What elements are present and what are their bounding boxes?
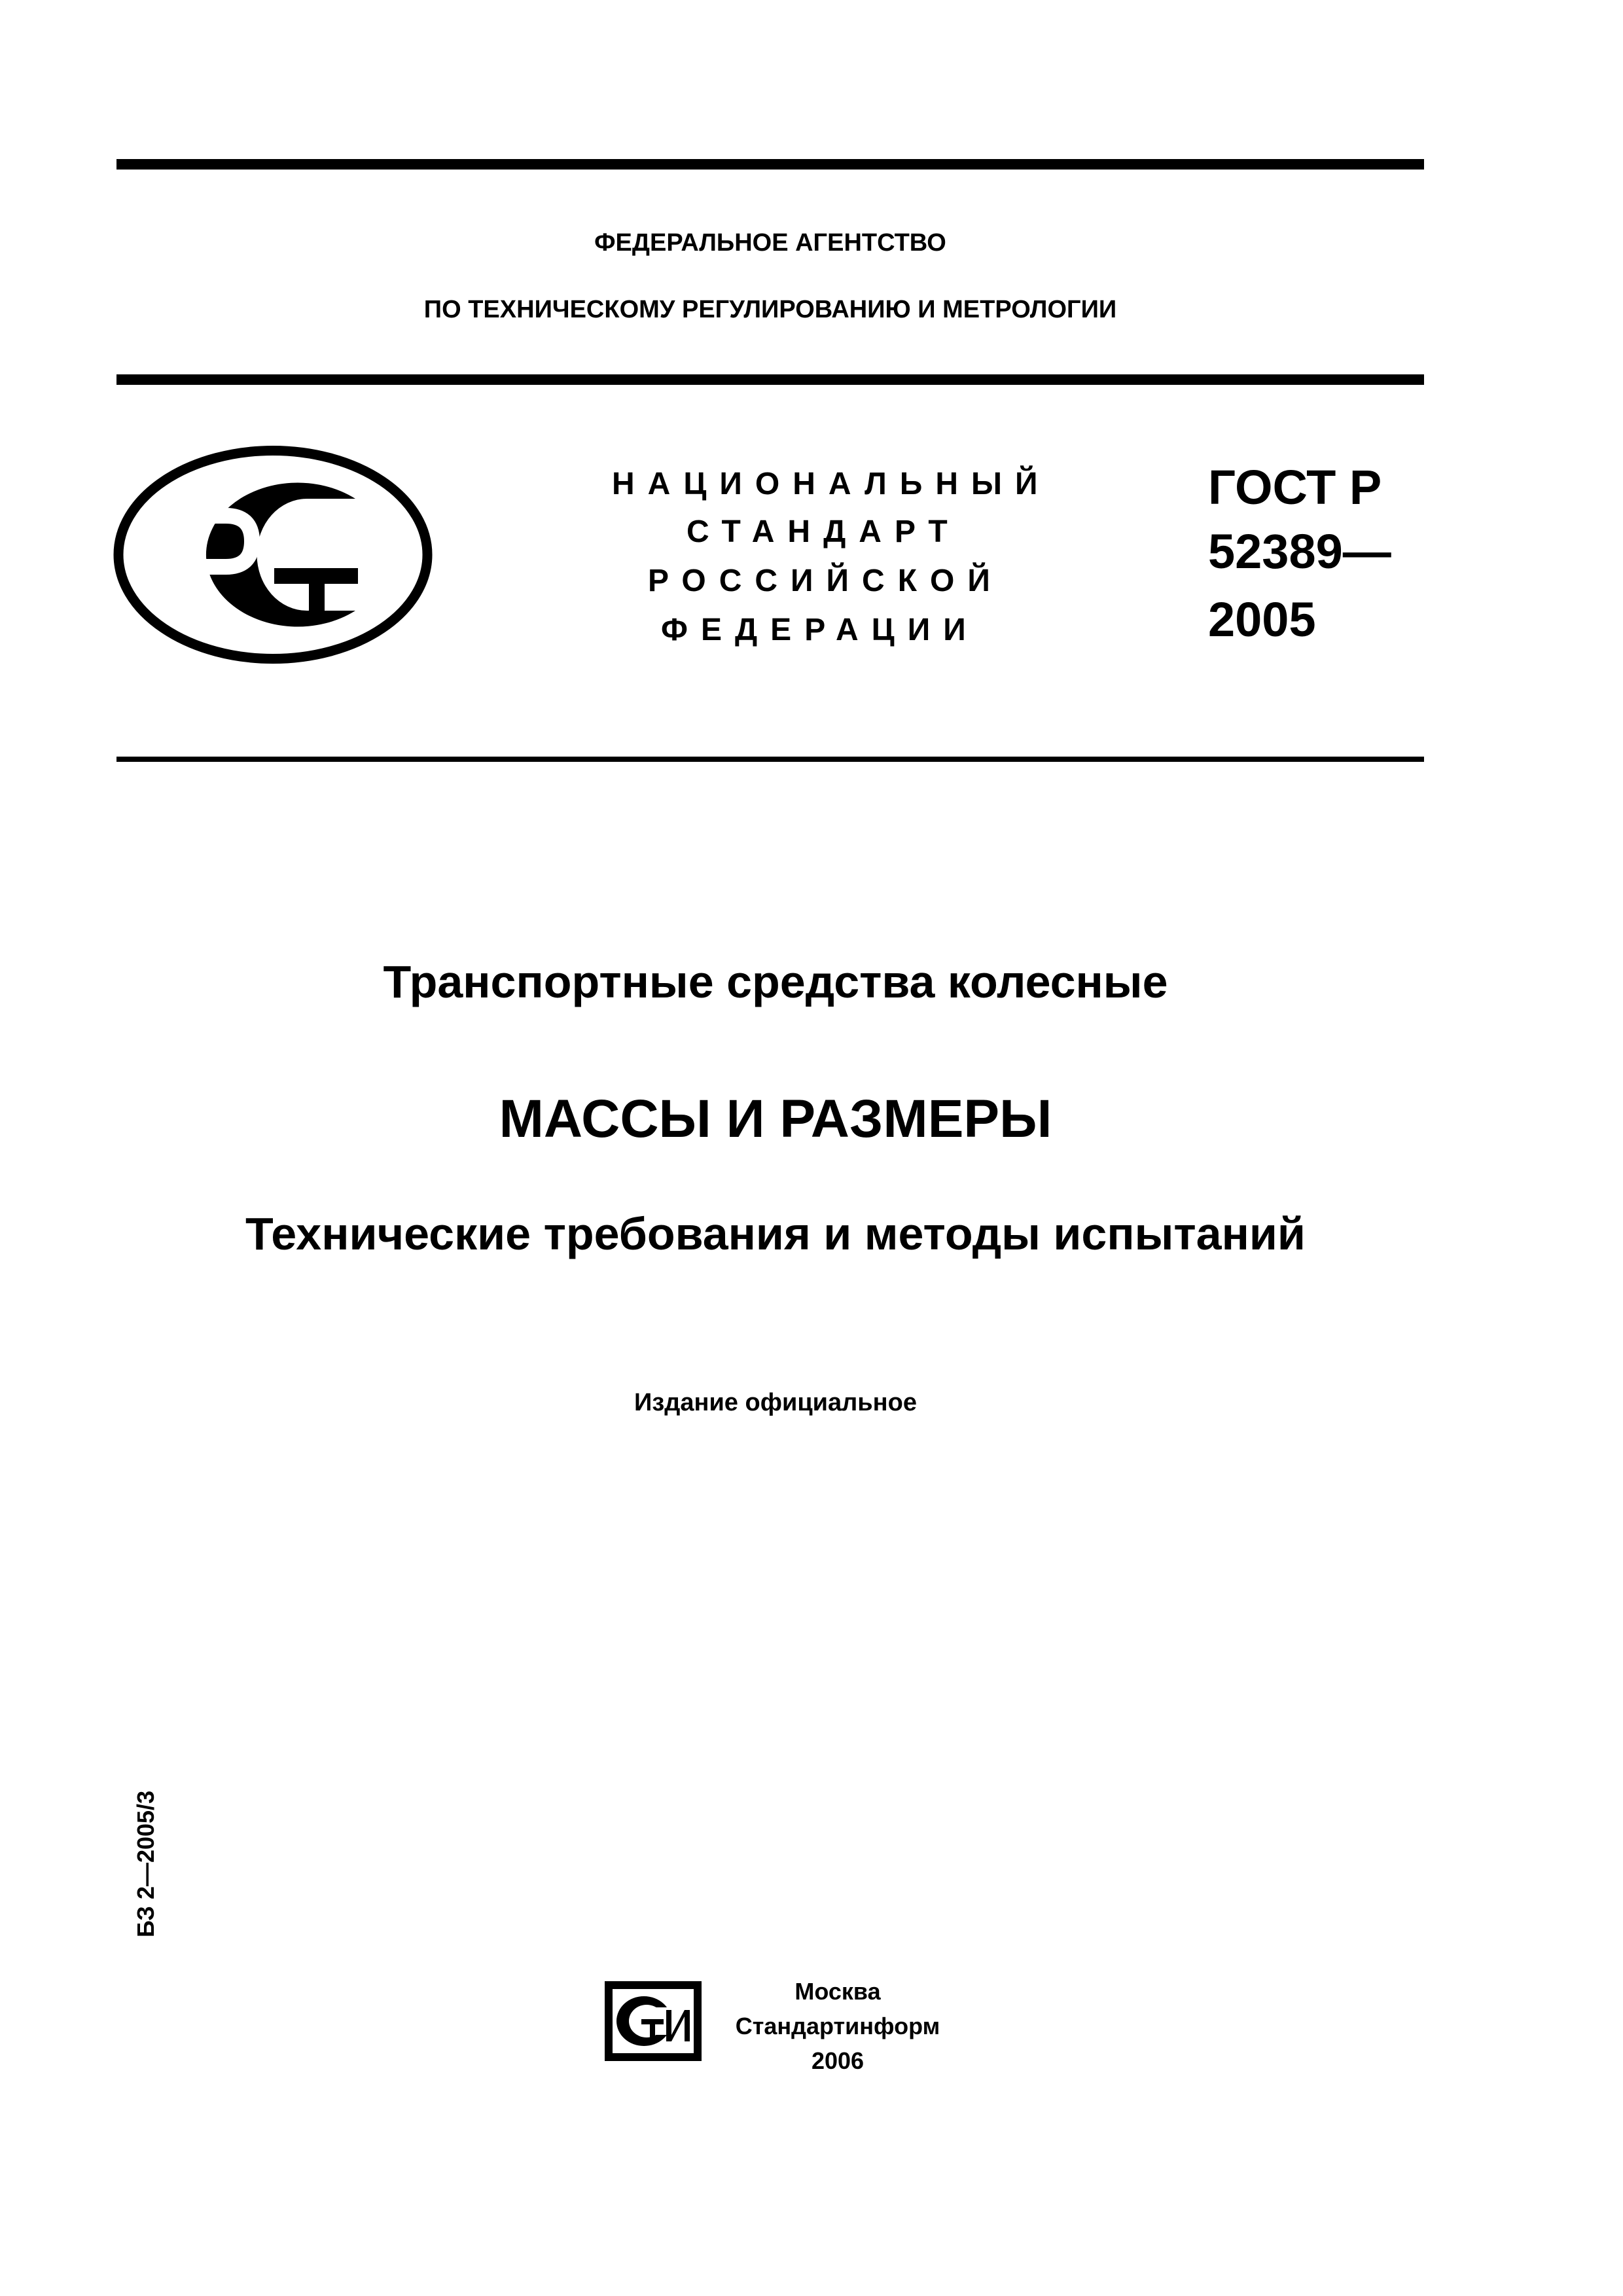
- standartinform-logo-icon: [603, 1980, 703, 2062]
- publisher-city: Москва: [794, 1978, 881, 2005]
- document-title-line-1: Транспортные средства колесные: [383, 956, 1168, 1007]
- top-rule: [116, 159, 1424, 170]
- edition-label: Издание официальное: [634, 1389, 917, 1416]
- agency-line-2: ПО ТЕХНИЧЕСКОМУ РЕГУЛИРОВАНИЮ И МЕТРОЛОГИИ: [423, 296, 1117, 323]
- agency-line-1: ФЕДЕРАЛЬНОЕ АГЕНТСТВО: [594, 229, 946, 257]
- middle-rule: [116, 374, 1424, 385]
- publisher-name: Стандартинформ: [735, 2013, 940, 2039]
- standard-type-line-4: ФЕДЕРАЦИИ: [661, 613, 979, 647]
- side-code: БЗ 2—2005/3: [132, 1790, 159, 1937]
- standard-type-line-2: СТАНДАРТ: [687, 514, 961, 549]
- gost-designation-line-3: 2005: [1208, 592, 1316, 647]
- document-subtitle: Технические требования и методы испытаний: [245, 1208, 1306, 1259]
- gost-designation-line-1: ГОСТ Р: [1208, 460, 1382, 514]
- standard-type-line-1: НАЦИОНАЛЬНЫЙ: [612, 467, 1051, 501]
- rst-gost-logo-icon: [113, 445, 433, 664]
- standard-type-line-3: РОССИЙСКОЙ: [648, 564, 1003, 598]
- document-title-main: МАССЫ И РАЗМЕРЫ: [499, 1089, 1052, 1149]
- publication-year: 2006: [811, 2047, 865, 2074]
- gost-designation-line-2: 52389—: [1208, 524, 1391, 579]
- bottom-rule: [116, 757, 1424, 762]
